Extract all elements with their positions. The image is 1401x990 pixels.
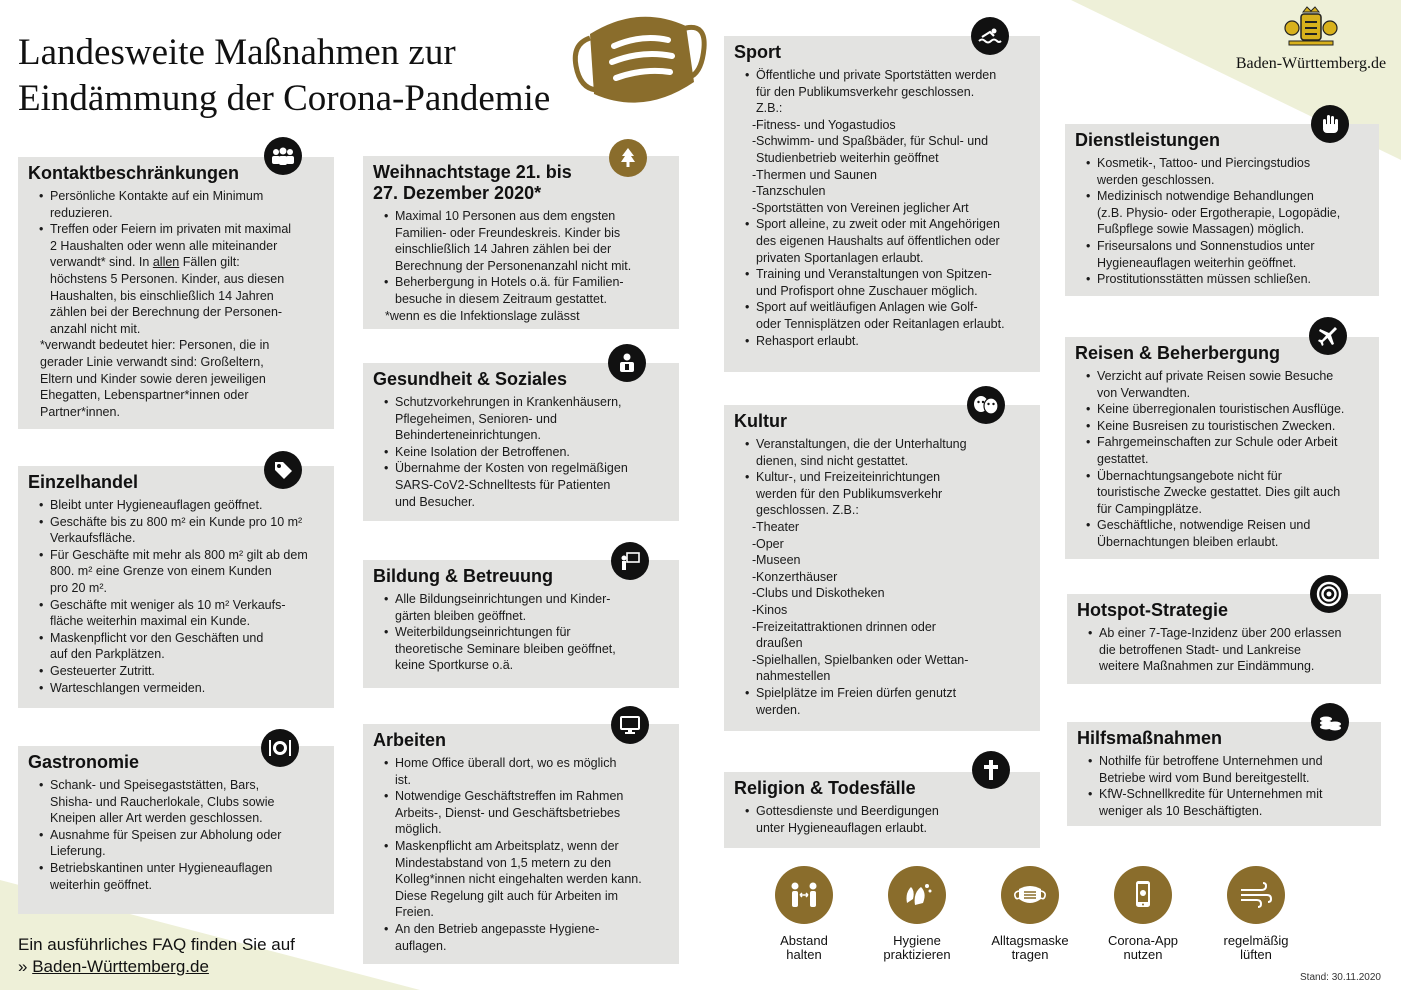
corona-app-label: Corona-App nutzen xyxy=(1107,933,1179,962)
section-title: Reisen & Beherbergung xyxy=(1075,343,1281,363)
page-title: Landesweite Maßnahmen zur Eindämmung der Corona-Pandemie xyxy=(18,32,551,119)
section-title: Arbeiten xyxy=(373,730,447,750)
mask-label: Alltagsmaske tragen xyxy=(991,933,1069,962)
state-logo[interactable] xyxy=(1225,6,1397,73)
section-title: Einzelhandel xyxy=(28,472,139,492)
ventilate-label: regelmäßig lüften xyxy=(1223,933,1289,962)
section-title: Dienstleistungen xyxy=(1075,130,1221,150)
people-icon xyxy=(264,137,302,175)
airplane-icon xyxy=(1309,317,1347,355)
section-arbeiten: Arbeiten • Home Office überall dort, wo es möglich ist. • Notwendige Geschäftstreffen im Rahmen Arbeits-, Dienst- und Geschäftsbetriebes möglich. • Maskenpflicht am Arbeitsplatz, wenn der Mindestabstand von 1,5 metern zu den Kolleg*innen nicht eingehalten werden kann. Diese Regelung gilt auch für Arbeiten im Freien. • An den Betrieb angepasste Hygiene- auflagen. xyxy=(363,724,679,964)
cross-icon xyxy=(972,751,1010,789)
section-bildung-betreuung: Bildung & Betreuung • Alle Bildungseinrichtungen und Kinder- gärten bleiben geöffnet. • Weiterbildungseinrichtungen für theoretische Seminare bleiben geöffnet, keine Sportkurse o.ä. xyxy=(363,560,679,688)
phone-app-icon xyxy=(1114,866,1172,924)
section-title: Kontaktbeschränkungen xyxy=(28,163,240,183)
section-title: Kultur xyxy=(734,411,787,431)
section-title: Hotspot-Strategie xyxy=(1077,600,1229,620)
section-dienstleistungen: Dienstleistungen • Kosmetik-, Tattoo- und Piercingstudios werden geschlossen. • Medizinisch notwendige Behandlungen (z.B. Physio- oder Ergotherapie, Logopädie, Fußpflege sowie Massagen) möglich. • Friseursalons und Sonnenstudios unter Hygieneauflagen weiterhin geöffnet. • Prostitutionsstätten müssen schließen. xyxy=(1065,124,1379,296)
everyday-mask-icon xyxy=(1001,866,1059,924)
section-reisen-beherbergung: Reisen & Beherbergung • Verzicht auf private Reisen sowie Besuche von Verwandten. • Keine überregionalen touristischen Ausflüge. • Keine Busreisen zu touristischen Zwecken. • Fahrgemeinschaften zur Schule oder Arbeit gestattet. • Übernachtungsangebote nicht für touristische Zwecke gestattet. Dies gilt auch für Campingplätze. • Geschäftliche, notwendige Reisen und Übernachtungen bleiben erlaubt. xyxy=(1065,337,1379,559)
wind-icon xyxy=(1227,866,1285,924)
distance-icon xyxy=(775,866,833,924)
hands-washing-icon xyxy=(888,866,946,924)
christmas-tree-icon xyxy=(609,139,647,177)
face-mask-icon xyxy=(568,4,708,114)
swimmer-icon xyxy=(971,17,1009,55)
section-title: Weihnachtstage 21. bis 27. Dezember 2020* xyxy=(373,162,572,203)
section-title: Hilfsmaßnahmen xyxy=(1077,728,1223,748)
faq-note: Ein ausführliches FAQ finden Sie auf » Baden-Württemberg.de xyxy=(18,935,295,976)
section-hotspot-strategie: Hotspot-Strategie • Ab einer 7-Tage-Inzidenz über 200 erlassen die betroffenen Stadt- und Lankreise weitere Maßnahmen zur Eindämmung. xyxy=(1067,594,1381,684)
section-gesundheit-soziales: Gesundheit & Soziales • Schutzvorkehrungen in Krankenhäusern, Pflegeheimen, Senioren- und Behinderteneinrichtungen. • Keine Isolation der Betroffenen. • Übernahme der Kosten von regelmäßigen SARS-CoV2-Schnelltests für Patienten und Besucher. xyxy=(363,363,679,521)
caregiver-icon xyxy=(608,344,646,382)
target-icon xyxy=(1310,575,1348,613)
theater-masks-icon xyxy=(967,386,1005,424)
monitor-icon xyxy=(611,706,649,744)
section-religion-todesfaelle: Religion & Todesfälle • Gottesdienste und Beerdigungen unter Hygieneauflagen erlaubt. xyxy=(724,772,1040,848)
section-kultur: Kultur • Veranstaltungen, die der Unterhaltung dienen, sind nicht gestattet. • Kultur-, und Freizeiteinrichtungen werden für den Publikumsverkehr geschlossen. Z.B.: - Theater - Oper - Museen - Konzerthäuser - Clubs und Diskotheken - Kinos - Freizeitattraktionen drinnen oder draußen - Spielhallen, Spielbanken oder Wettan- nahmestellen • Spielplätze im Freien dürfen genutzt werden. xyxy=(724,405,1040,731)
plate-cutlery-icon xyxy=(261,729,299,767)
distance-label: Abstand halten xyxy=(780,933,828,962)
hand-icon xyxy=(1311,105,1349,143)
tag-icon xyxy=(264,451,302,489)
section-title: Bildung & Betreuung xyxy=(373,566,553,586)
logo-text: Baden-Württemberg.de xyxy=(1235,55,1387,72)
section-title: Sport xyxy=(734,42,781,62)
hygiene-label: Hygiene praktizieren xyxy=(883,933,951,962)
section-einzelhandel: Einzelhandel • Bleibt unter Hygieneauflagen geöffnet. • Geschäfte bis zu 800 m² ein Kunde pro 10 m² Verkaufsfläche. • Für Geschäfte mit mehr als 800 m² gilt ab dem 800. m² eine Grenze von einem Kunden pro 20 m². • Geschäfte mit weniger als 10 m² Verkaufs- fläche weiterhin maximal ein Kunde. • Maskenpflicht vor den Geschäften und auf den Parkplätzen. • Gesteuerter Zutritt. • Warteschlangen vermeiden. xyxy=(18,466,334,708)
section-title: Religion & Todesfälle xyxy=(734,778,916,798)
section-title: Gesundheit & Soziales xyxy=(373,369,568,389)
section-hilfsmassnahmen: Hilfsmaßnahmen • Nothilfe für betroffene Unternehmen und Betriebe wird vom Bund bereitgestellt. • KfW-Schnellkredite für Unternehmen mit weniger als 10 Beschäftigten. xyxy=(1067,722,1381,826)
faq-link[interactable]: Baden-Württemberg.de xyxy=(32,957,209,976)
teacher-board-icon xyxy=(611,542,649,580)
date-stamp: Stand: 30.11.2020 xyxy=(1300,972,1381,983)
section-kontaktbeschraenkungen: Kontaktbeschränkungen • Persönliche Kontakte auf ein Minimum reduzieren. • Treffen oder Feiern im privaten mit maximal 2 Haushalten oder wenn alle miteinander verwandt* sind. In allen Fällen gilt: höchstens 5 Personen. Kinder, aus diesen Haushalten, bis einschließlich 14 Jahren zählen bei der Berechnung der Personen- anzahl nicht mit. *verwandt bedeutet hier: Personen, die in gerader Linie verwandt sind: Großeltern, Eltern und Kinder sowie deren jeweiligen Ehegatten, Lebenspartner*innen oder Partner*innen. xyxy=(18,157,334,429)
section-gastronomie: Gastronomie • Schank- und Speisegaststätten, Bars, Shisha- und Raucherlokale, Clubs sowie Kneipen aller Art werden geschlossen. • Ausnahme für Speisen zur Abholung oder Lieferung. • Betriebskantinen unter Hygieneauflagen weiterhin geöffnet. xyxy=(18,746,334,914)
coat-of-arms-icon xyxy=(1283,6,1339,48)
coins-icon xyxy=(1311,703,1349,741)
section-sport: Sport • Öffentliche und private Sportstätten werden für den Publikumsverkehr geschlossen. Z.B.: - Fitness- und Yogastudios - Schwimm- und Spaßbäder, für Schul- und Studienbetrieb weiterhin geöffnet - Thermen und Saunen - Tanzschulen - Sportstätten von Vereinen jeglicher Art • Sport alleine, zu zweit oder mit Angehörigen des eigenen Haushalts auf öffentlichen oder privaten Sportanlagen erlaubt. • Training und Veranstaltungen von Spitzen- und Profisport ohne Zuschauer möglich. • Sport auf weitläufigen Anlagen wie Golf- oder Tennisplätzen oder Reitanlagen erlaubt. • Rehasport erlaubt. xyxy=(724,36,1040,372)
section-title: Gastronomie xyxy=(28,752,140,772)
section-weihnachtstage: Weihnachtstage 21. bis 27. Dezember 2020* • Maximal 10 Personen aus dem engsten Familien- oder Freundeskreis. Kinder bis einschließlich 14 Jahren zählen bei der Berechnung der Personenanzahl nicht mit. • Beherbergung in Hotels o.ä. für Familien- besuche in diesem Zeitraum gestattet. *wenn es die Infektionslage zulässt xyxy=(363,156,679,329)
